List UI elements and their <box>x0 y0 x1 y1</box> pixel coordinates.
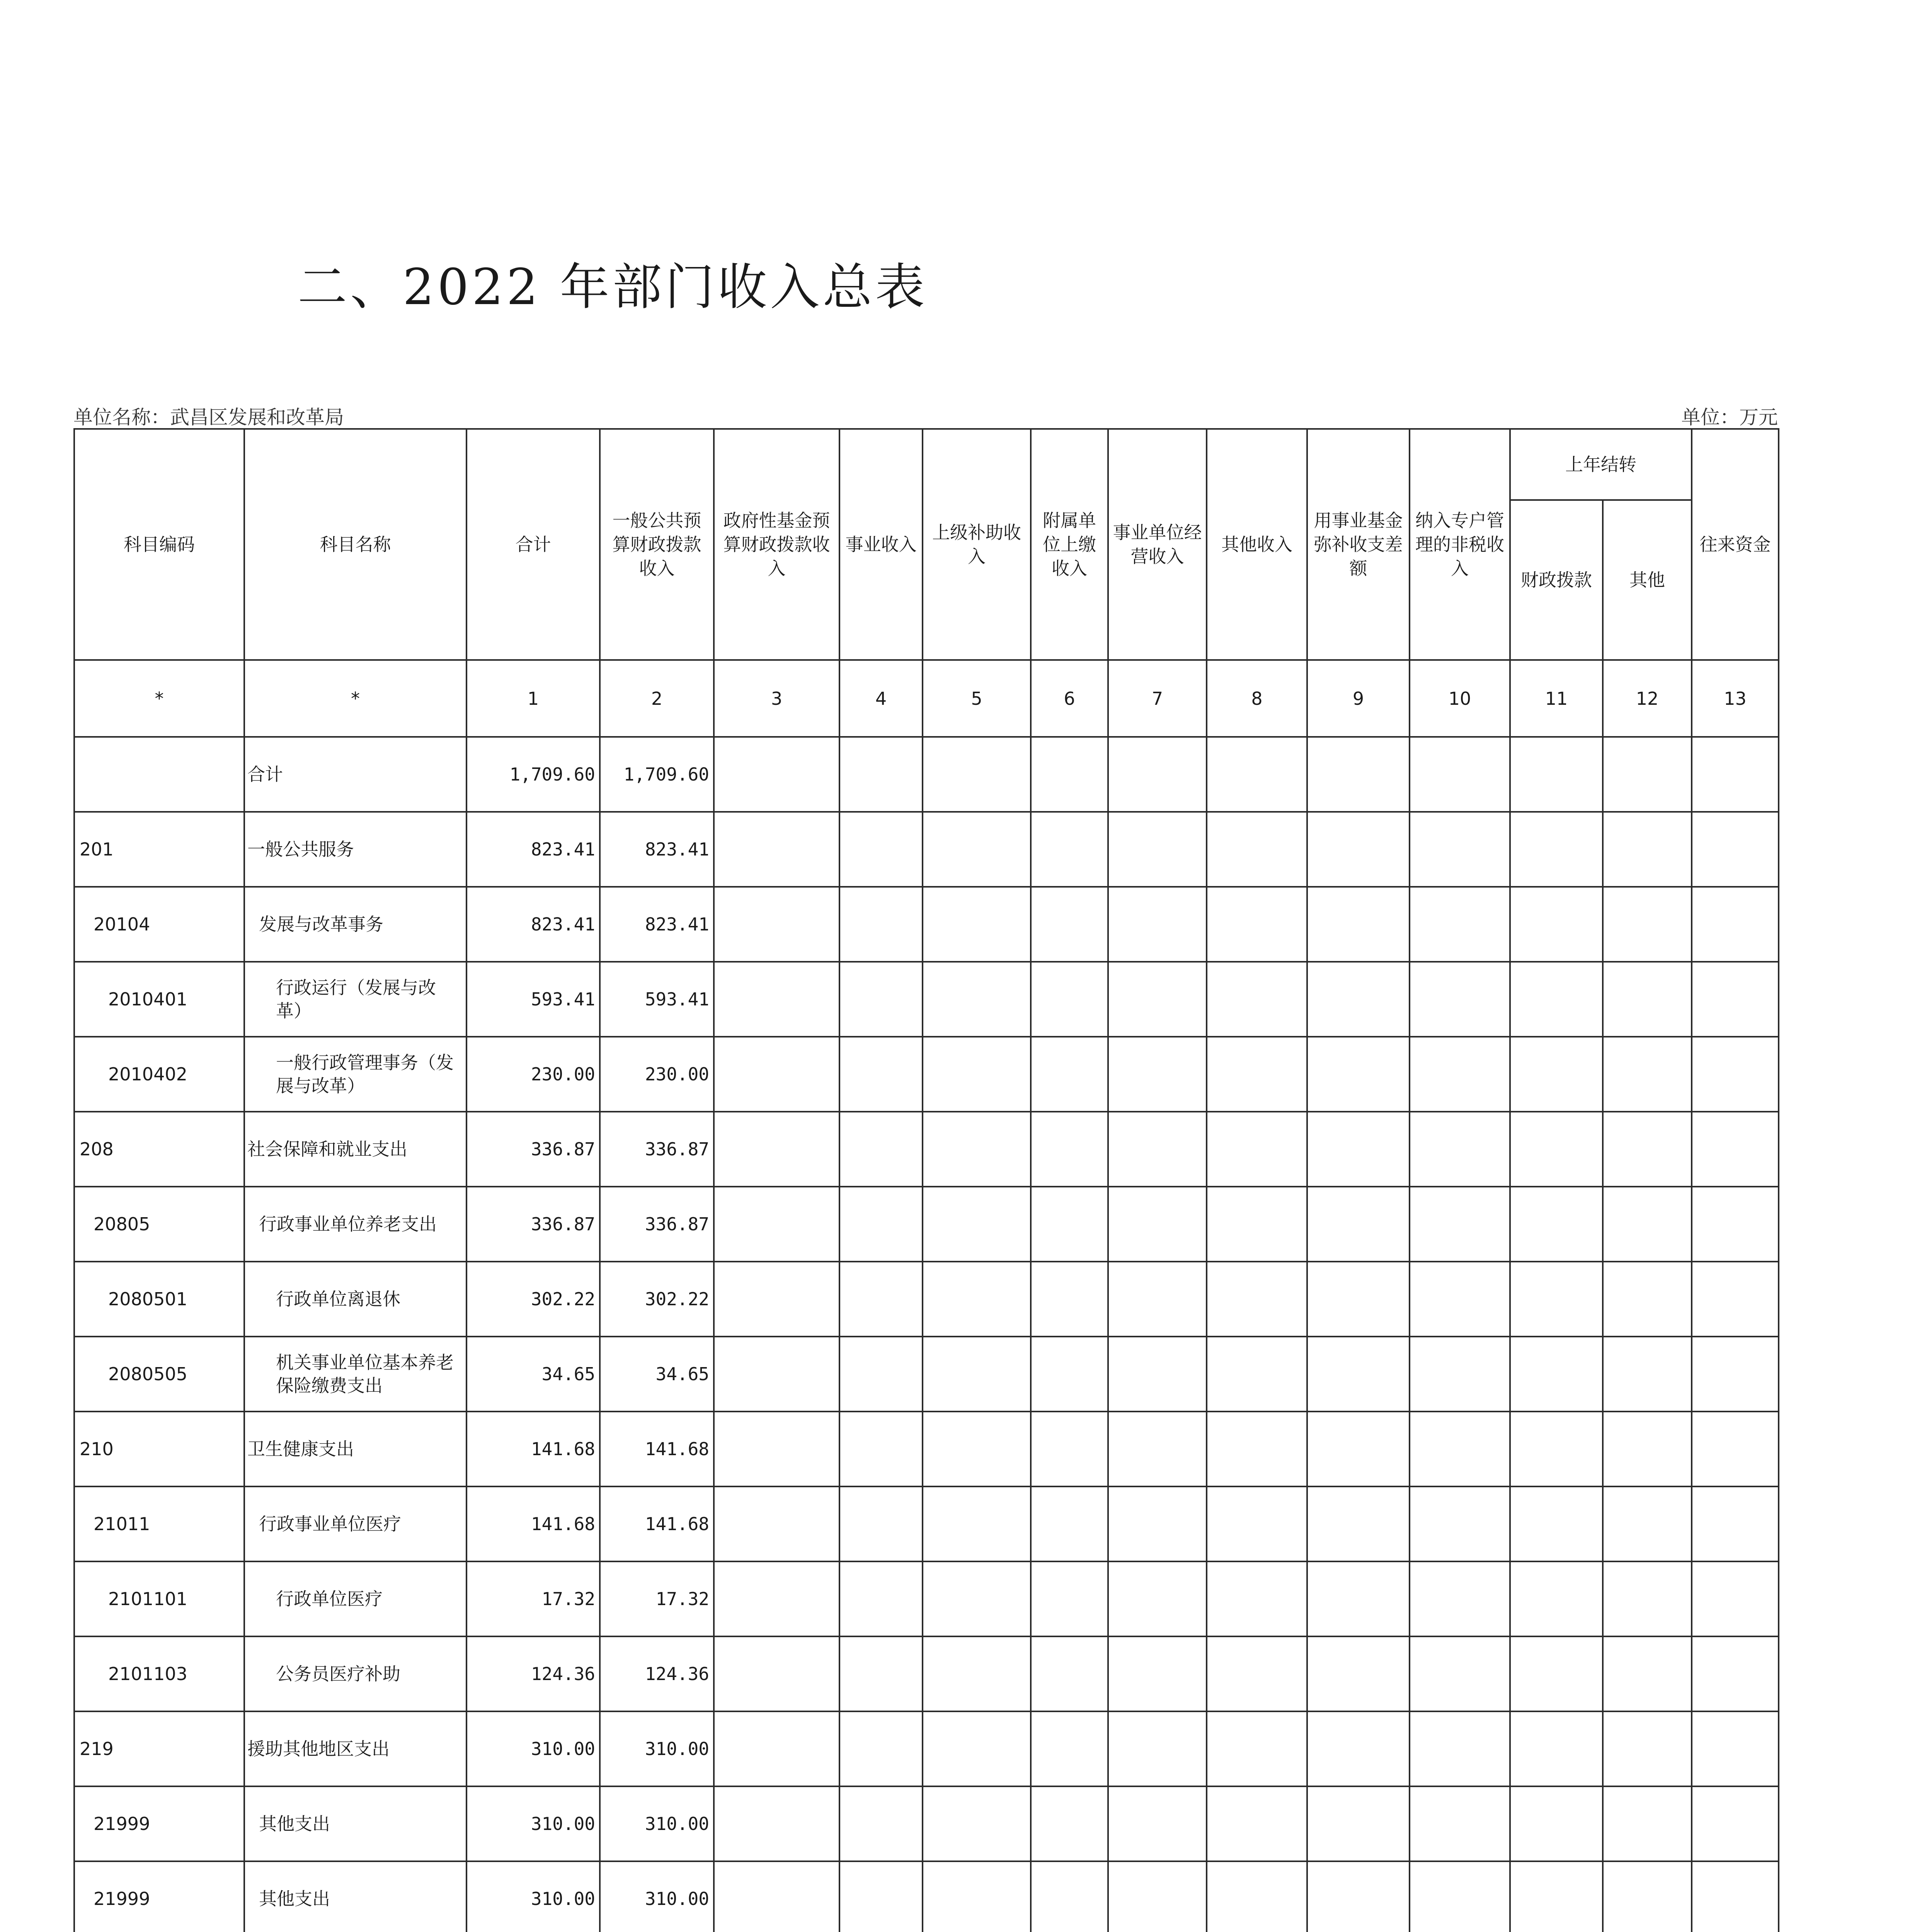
subject-code-cell: 210 <box>74 1412 244 1486</box>
empty-cell <box>1510 1861 1603 1932</box>
header-carryover-fiscal: 财政拨款 <box>1510 500 1603 660</box>
empty-cell <box>714 1561 839 1636</box>
empty-cell <box>839 1337 923 1412</box>
empty-cell <box>1108 1112 1207 1187</box>
subject-name-cell: 行政事业单位医疗 <box>244 1486 466 1561</box>
column-index-cell: 8 <box>1207 660 1307 737</box>
column-index-cell: 6 <box>1031 660 1108 737</box>
subject-name-cell: 公务员医疗补助 <box>244 1636 466 1711</box>
empty-cell <box>923 1486 1031 1561</box>
subject-code-cell: 201 <box>74 812 244 887</box>
empty-cell <box>1510 1037 1603 1112</box>
table-row <box>74 1187 1779 1262</box>
total-cell: 34.65 <box>466 1337 600 1412</box>
empty-cell <box>1307 1037 1410 1112</box>
empty-cell <box>923 1711 1031 1786</box>
empty-cell <box>1031 737 1108 812</box>
empty-cell <box>1410 812 1510 887</box>
empty-cell <box>839 1786 923 1861</box>
subject-code-cell: 2080505 <box>74 1337 244 1412</box>
empty-cell <box>1108 962 1207 1037</box>
empty-cell <box>1307 737 1410 812</box>
empty-cell <box>839 1262 923 1337</box>
empty-cell <box>1603 1486 1692 1561</box>
empty-cell <box>1307 1486 1410 1561</box>
empty-cell <box>1510 1561 1603 1636</box>
total-cell: 336.87 <box>466 1112 600 1187</box>
empty-cell <box>1031 1187 1108 1262</box>
general-budget-cell: 17.32 <box>600 1561 714 1636</box>
subject-code-cell: 2010401 <box>74 962 244 1037</box>
empty-cell <box>1603 737 1692 812</box>
empty-cell <box>1108 1187 1207 1262</box>
empty-cell <box>1410 1412 1510 1486</box>
total-cell: 823.41 <box>466 887 600 962</box>
empty-cell <box>714 1037 839 1112</box>
column-index-cell: * <box>74 660 244 737</box>
empty-cell <box>1510 1412 1603 1486</box>
column-index-cell: 1 <box>466 660 600 737</box>
empty-cell <box>1603 1861 1692 1932</box>
column-index-cell: 13 <box>1692 660 1779 737</box>
empty-cell <box>1307 1711 1410 1786</box>
empty-cell <box>1307 962 1410 1037</box>
table-row <box>74 1037 1779 1112</box>
column-index-cell: 11 <box>1510 660 1603 737</box>
empty-cell <box>1692 737 1779 812</box>
subject-code-cell: 208 <box>74 1112 244 1187</box>
empty-cell <box>1603 1262 1692 1337</box>
empty-cell <box>1307 1786 1410 1861</box>
total-cell: 593.41 <box>466 962 600 1037</box>
general-budget-cell: 141.68 <box>600 1486 714 1561</box>
income-summary-table <box>73 428 1779 1932</box>
empty-cell <box>1207 1636 1307 1711</box>
empty-cell <box>1307 1337 1410 1412</box>
empty-cell <box>923 962 1031 1037</box>
empty-cell <box>714 737 839 812</box>
empty-cell <box>1108 887 1207 962</box>
subject-name-cell: 发展与改革事务 <box>244 887 466 962</box>
empty-cell <box>923 1112 1031 1187</box>
empty-cell <box>1692 887 1779 962</box>
empty-cell <box>1207 1187 1307 1262</box>
empty-cell <box>1207 1337 1307 1412</box>
subject-code-cell: 2101101 <box>74 1561 244 1636</box>
empty-cell <box>923 737 1031 812</box>
empty-cell <box>1692 1262 1779 1337</box>
empty-cell <box>839 1037 923 1112</box>
general-budget-cell: 310.00 <box>600 1861 714 1932</box>
header-fund-cover: 用事业基金弥补收支差额 <box>1307 429 1410 660</box>
subject-name-cell: 卫生健康支出 <box>244 1412 466 1486</box>
subject-code-cell: 21999 <box>74 1786 244 1861</box>
empty-cell <box>1031 1486 1108 1561</box>
empty-cell <box>1603 887 1692 962</box>
empty-cell <box>1031 1037 1108 1112</box>
empty-cell <box>714 1786 839 1861</box>
empty-cell <box>1410 1037 1510 1112</box>
empty-cell <box>1307 887 1410 962</box>
column-index-cell: 9 <box>1307 660 1410 737</box>
empty-cell <box>1207 1861 1307 1932</box>
empty-cell <box>1031 1711 1108 1786</box>
subject-name-cell: 一般行政管理事务（发展与改革） <box>244 1037 466 1112</box>
empty-cell <box>1510 1711 1603 1786</box>
total-cell: 310.00 <box>466 1711 600 1786</box>
empty-cell <box>1031 1112 1108 1187</box>
empty-cell <box>1108 1636 1207 1711</box>
empty-cell <box>1410 1636 1510 1711</box>
header-superior-subsidy: 上级补助收入 <box>923 429 1031 660</box>
table-row <box>74 1786 1779 1861</box>
empty-cell <box>1692 1786 1779 1861</box>
empty-cell <box>1108 1037 1207 1112</box>
empty-cell <box>1207 1486 1307 1561</box>
table-row <box>74 1861 1779 1932</box>
subject-code-cell: 2010402 <box>74 1037 244 1112</box>
total-cell: 310.00 <box>466 1786 600 1861</box>
empty-cell <box>1108 1861 1207 1932</box>
empty-cell <box>1207 737 1307 812</box>
empty-cell <box>714 1262 839 1337</box>
general-budget-cell: 230.00 <box>600 1037 714 1112</box>
empty-cell <box>1410 887 1510 962</box>
currency-unit-label: 单位：万元 <box>1681 406 1778 429</box>
empty-cell <box>1108 1262 1207 1337</box>
empty-cell <box>1108 1711 1207 1786</box>
empty-cell <box>1307 1112 1410 1187</box>
empty-cell <box>1510 962 1603 1037</box>
empty-cell <box>1307 1561 1410 1636</box>
empty-cell <box>839 1711 923 1786</box>
general-budget-cell: 336.87 <box>600 1112 714 1187</box>
empty-cell <box>923 1561 1031 1636</box>
table-row <box>74 1486 1779 1561</box>
subject-code-cell: 21999 <box>74 1861 244 1932</box>
empty-cell <box>1510 1486 1603 1561</box>
empty-cell <box>923 1337 1031 1412</box>
empty-cell <box>714 962 839 1037</box>
empty-cell <box>839 812 923 887</box>
empty-cell <box>923 1786 1031 1861</box>
empty-cell <box>839 887 923 962</box>
empty-cell <box>1510 1786 1603 1861</box>
column-index-cell: 3 <box>714 660 839 737</box>
empty-cell <box>839 1561 923 1636</box>
column-index-row <box>74 660 1779 737</box>
empty-cell <box>839 1412 923 1486</box>
total-cell: 230.00 <box>466 1037 600 1112</box>
empty-cell <box>839 1636 923 1711</box>
column-index-cell: 5 <box>923 660 1031 737</box>
empty-cell <box>1603 1636 1692 1711</box>
empty-cell <box>1031 812 1108 887</box>
subject-code-cell: 20805 <box>74 1187 244 1262</box>
total-cell: 17.32 <box>466 1561 600 1636</box>
empty-cell <box>1410 1486 1510 1561</box>
empty-cell <box>1031 1262 1108 1337</box>
empty-cell <box>1307 1412 1410 1486</box>
empty-cell <box>714 812 839 887</box>
empty-cell <box>1207 1412 1307 1486</box>
column-index-cell: 4 <box>839 660 923 737</box>
header-carryover-other: 其他 <box>1603 500 1692 660</box>
empty-cell <box>923 887 1031 962</box>
empty-cell <box>1603 1112 1692 1187</box>
header-carryover: 上年结转 <box>1510 429 1692 500</box>
empty-cell <box>1207 1786 1307 1861</box>
total-cell: 823.41 <box>466 812 600 887</box>
subject-name-cell: 一般公共服务 <box>244 812 466 887</box>
empty-cell <box>1692 812 1779 887</box>
empty-cell <box>923 1412 1031 1486</box>
subject-name-cell: 行政运行（发展与改革） <box>244 962 466 1037</box>
empty-cell <box>1510 1337 1603 1412</box>
empty-cell <box>923 1187 1031 1262</box>
empty-cell <box>923 1636 1031 1711</box>
empty-cell <box>1510 1112 1603 1187</box>
subject-code-cell: 21011 <box>74 1486 244 1561</box>
subject-code-cell: 20104 <box>74 887 244 962</box>
header-gov-fund: 政府性基金预算财政拨款收入 <box>714 429 839 660</box>
header-general-budget: 一般公共预算财政拨款收入 <box>600 429 714 660</box>
empty-cell <box>839 1861 923 1932</box>
empty-cell <box>1031 1636 1108 1711</box>
empty-cell <box>1692 1561 1779 1636</box>
empty-cell <box>714 1337 839 1412</box>
empty-cell <box>1510 812 1603 887</box>
empty-cell <box>1692 962 1779 1037</box>
table-row <box>74 1337 1779 1412</box>
subject-code-cell <box>74 737 244 812</box>
empty-cell <box>1031 1412 1108 1486</box>
total-cell: 336.87 <box>466 1187 600 1262</box>
header-operating-income: 事业单位经营收入 <box>1108 429 1207 660</box>
empty-cell <box>1108 737 1207 812</box>
total-cell: 141.68 <box>466 1486 600 1561</box>
empty-cell <box>714 1187 839 1262</box>
total-cell: 310.00 <box>466 1861 600 1932</box>
subject-name-cell: 行政单位离退休 <box>244 1262 466 1337</box>
total-cell: 302.22 <box>466 1262 600 1337</box>
header-total: 合计 <box>466 429 600 660</box>
empty-cell <box>1207 887 1307 962</box>
table-row <box>74 887 1779 962</box>
empty-cell <box>1410 1262 1510 1337</box>
general-budget-cell: 310.00 <box>600 1711 714 1786</box>
empty-cell <box>1307 1636 1410 1711</box>
subject-name-cell: 援助其他地区支出 <box>244 1711 466 1786</box>
empty-cell <box>839 962 923 1037</box>
empty-cell <box>1603 1337 1692 1412</box>
empty-cell <box>1603 812 1692 887</box>
empty-cell <box>923 812 1031 887</box>
empty-cell <box>1207 1711 1307 1786</box>
general-budget-cell: 823.41 <box>600 887 714 962</box>
total-cell: 124.36 <box>466 1636 600 1711</box>
empty-cell <box>1692 1711 1779 1786</box>
empty-cell <box>923 1262 1031 1337</box>
empty-cell <box>1510 737 1603 812</box>
subject-code-cell: 2101103 <box>74 1636 244 1711</box>
empty-cell <box>1031 1786 1108 1861</box>
empty-cell <box>1692 1636 1779 1711</box>
subject-name-cell: 机关事业单位基本养老保险缴费支出 <box>244 1337 466 1412</box>
general-budget-cell: 1,709.60 <box>600 737 714 812</box>
table-row <box>74 962 1779 1037</box>
header-non-tax: 纳入专户管理的非税收入 <box>1410 429 1510 660</box>
table-row <box>74 1412 1779 1486</box>
empty-cell <box>839 737 923 812</box>
empty-cell <box>714 1711 839 1786</box>
general-budget-cell: 310.00 <box>600 1786 714 1861</box>
empty-cell <box>1410 1187 1510 1262</box>
table-row <box>74 1112 1779 1187</box>
empty-cell <box>1692 1187 1779 1262</box>
empty-cell <box>1207 1037 1307 1112</box>
subject-name-cell: 行政单位医疗 <box>244 1561 466 1636</box>
empty-cell <box>1207 812 1307 887</box>
empty-cell <box>1207 962 1307 1037</box>
column-index-cell: 7 <box>1108 660 1207 737</box>
empty-cell <box>923 1037 1031 1112</box>
general-budget-cell: 141.68 <box>600 1412 714 1486</box>
empty-cell <box>1692 1112 1779 1187</box>
subject-name-cell: 合计 <box>244 737 466 812</box>
empty-cell <box>1108 1786 1207 1861</box>
empty-cell <box>714 1861 839 1932</box>
empty-cell <box>1031 1561 1108 1636</box>
empty-cell <box>1603 1412 1692 1486</box>
general-budget-cell: 124.36 <box>600 1636 714 1711</box>
empty-cell <box>1603 1187 1692 1262</box>
header-name: 科目名称 <box>244 429 466 660</box>
general-budget-cell: 823.41 <box>600 812 714 887</box>
header-business-income: 事业收入 <box>839 429 923 660</box>
empty-cell <box>1410 1561 1510 1636</box>
header-code: 科目编码 <box>74 429 244 660</box>
empty-cell <box>1307 1262 1410 1337</box>
empty-cell <box>1692 1337 1779 1412</box>
empty-cell <box>1307 1861 1410 1932</box>
general-budget-cell: 336.87 <box>600 1187 714 1262</box>
empty-cell <box>1692 1486 1779 1561</box>
subject-name-cell: 行政事业单位养老支出 <box>244 1187 466 1262</box>
empty-cell <box>1307 812 1410 887</box>
empty-cell <box>714 1112 839 1187</box>
empty-cell <box>1410 737 1510 812</box>
empty-cell <box>1603 962 1692 1037</box>
empty-cell <box>1108 812 1207 887</box>
empty-cell <box>714 1412 839 1486</box>
general-budget-cell: 593.41 <box>600 962 714 1037</box>
empty-cell <box>1603 1786 1692 1861</box>
empty-cell <box>1410 1112 1510 1187</box>
empty-cell <box>839 1486 923 1561</box>
table-row <box>74 812 1779 887</box>
column-index-cell: * <box>244 660 466 737</box>
empty-cell <box>1410 1861 1510 1932</box>
empty-cell <box>1031 1861 1108 1932</box>
page-title: 二、2022 年部门收入总表 <box>298 259 928 316</box>
empty-cell <box>1603 1037 1692 1112</box>
total-cell: 1,709.60 <box>466 737 600 812</box>
empty-cell <box>839 1187 923 1262</box>
subject-code-cell: 2080501 <box>74 1262 244 1337</box>
empty-cell <box>1510 1187 1603 1262</box>
empty-cell <box>1108 1486 1207 1561</box>
empty-cell <box>1207 1561 1307 1636</box>
empty-cell <box>714 887 839 962</box>
table-row <box>74 737 1779 812</box>
subject-name-cell: 社会保障和就业支出 <box>244 1112 466 1187</box>
empty-cell <box>1410 1786 1510 1861</box>
column-index-cell: 12 <box>1603 660 1692 737</box>
subject-name-cell: 其他支出 <box>244 1786 466 1861</box>
empty-cell <box>839 1112 923 1187</box>
empty-cell <box>1108 1412 1207 1486</box>
empty-cell <box>1510 887 1603 962</box>
header-transfer: 往来资金 <box>1692 429 1779 660</box>
empty-cell <box>1307 1187 1410 1262</box>
empty-cell <box>1692 1412 1779 1486</box>
empty-cell <box>923 1861 1031 1932</box>
empty-cell <box>1692 1037 1779 1112</box>
empty-cell <box>1410 962 1510 1037</box>
empty-cell <box>1410 1337 1510 1412</box>
empty-cell <box>1410 1711 1510 1786</box>
empty-cell <box>1692 1861 1779 1932</box>
empty-cell <box>1031 962 1108 1037</box>
empty-cell <box>714 1636 839 1711</box>
empty-cell <box>1207 1262 1307 1337</box>
empty-cell <box>1603 1561 1692 1636</box>
empty-cell <box>1207 1112 1307 1187</box>
table-row <box>74 1561 1779 1636</box>
empty-cell <box>714 1486 839 1561</box>
column-index-cell: 10 <box>1410 660 1510 737</box>
empty-cell <box>1031 887 1108 962</box>
table-row <box>74 1711 1779 1786</box>
header-affiliate-income: 附属单位上缴收入 <box>1031 429 1108 660</box>
empty-cell <box>1108 1337 1207 1412</box>
subject-code-cell: 219 <box>74 1711 244 1786</box>
empty-cell <box>1510 1636 1603 1711</box>
empty-cell <box>1031 1337 1108 1412</box>
empty-cell <box>1603 1711 1692 1786</box>
empty-cell <box>1510 1262 1603 1337</box>
header-other-income: 其他收入 <box>1207 429 1307 660</box>
table-row <box>74 1636 1779 1711</box>
table-row <box>74 1262 1779 1337</box>
column-index-cell: 2 <box>600 660 714 737</box>
empty-cell <box>1108 1561 1207 1636</box>
unit-name-label: 单位名称：武昌区发展和改革局 <box>73 406 344 429</box>
total-cell: 141.68 <box>466 1412 600 1486</box>
subject-name-cell: 其他支出 <box>244 1861 466 1932</box>
general-budget-cell: 302.22 <box>600 1262 714 1337</box>
general-budget-cell: 34.65 <box>600 1337 714 1412</box>
